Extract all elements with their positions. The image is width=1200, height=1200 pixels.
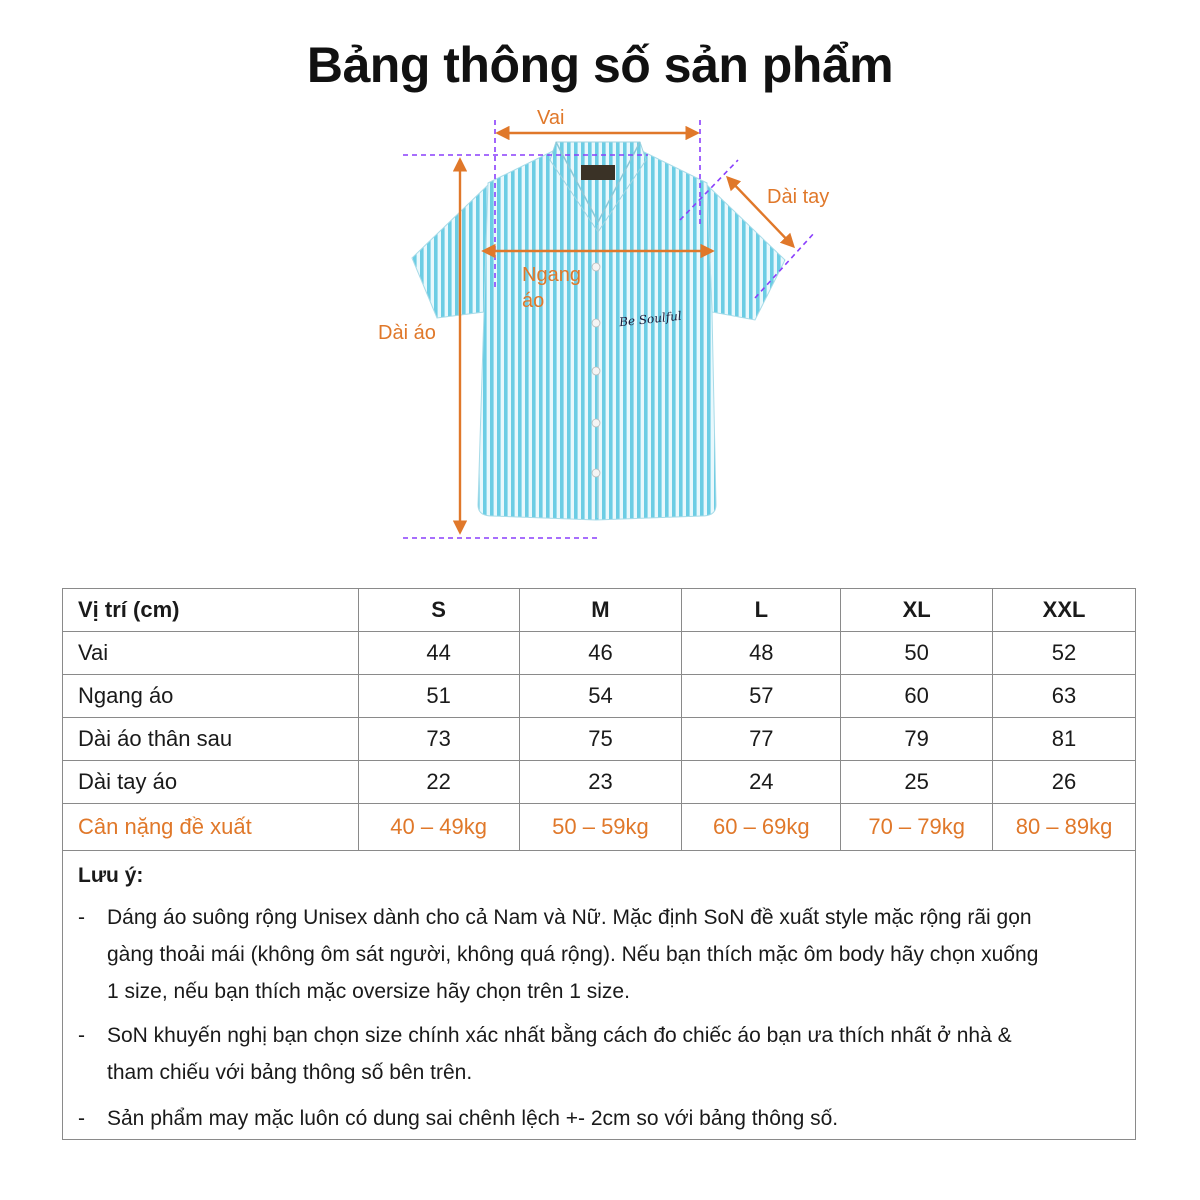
- table-cell: 23: [519, 761, 682, 804]
- page-title: Bảng thông số sản phẩm: [306, 37, 894, 93]
- weight-row-label: Cân nặng đề xuất: [63, 804, 359, 851]
- svg-text:.: .: [598, 208, 599, 209]
- label-length: Dài áo: [378, 322, 436, 344]
- table-cell: 50: [841, 632, 993, 675]
- table-cell: 52: [993, 632, 1136, 675]
- weight-cell: 80 – 89kg: [993, 804, 1136, 851]
- header-size-m: M: [519, 589, 682, 632]
- label-sleeve: Dài tay: [767, 186, 830, 208]
- table-cell: 46: [519, 632, 682, 675]
- header-size-l: L: [682, 589, 841, 632]
- header-size-xl: XL: [841, 589, 993, 632]
- table-header-row: [63, 589, 1136, 632]
- row-label: Dài tay áo: [63, 761, 359, 804]
- label-chest-2: áo: [522, 290, 545, 312]
- note-line: gàng thoải mái (không ôm sát người, không quá rộng). Nếu bạn thích mặc ôm body hãy chọn xuống: [107, 943, 1039, 966]
- label-shoulder: Vai: [537, 107, 565, 129]
- bullet-dash: -: [78, 1107, 85, 1130]
- table-cell: 22: [358, 761, 519, 804]
- weight-cell: 60 – 69kg: [682, 804, 841, 851]
- table-cell: 44: [358, 632, 519, 675]
- table-cell: 26: [993, 761, 1136, 804]
- note-line: 1 size, nếu bạn thích mặc oversize hãy chọn trên 1 size.: [107, 980, 630, 1003]
- note-item: [78, 1017, 1118, 1091]
- table-row: [63, 761, 1136, 804]
- weight-cell: 70 – 79kg: [841, 804, 993, 851]
- table-cell: 60: [841, 675, 993, 718]
- row-label: Dài áo thân sau: [63, 718, 359, 761]
- table-cell: 73: [358, 718, 519, 761]
- label-chest-1: Ngang: [522, 264, 581, 286]
- bullet-dash: -: [78, 906, 85, 929]
- bullet-dash: -: [78, 1024, 85, 1047]
- table-cell: 79: [841, 718, 993, 761]
- header-size-xxl: XXL: [993, 589, 1136, 632]
- note-line: Dáng áo suông rộng Unisex dành cho cả Nam và Nữ. Mặc định SoN đề xuất style mặc rộng rãi gọn: [107, 906, 1032, 929]
- row-label: Ngang áo: [63, 675, 359, 718]
- table-cell: 63: [993, 675, 1136, 718]
- note-item: [78, 1100, 1118, 1137]
- header-size-s: S: [358, 589, 519, 632]
- table-row: [63, 675, 1136, 718]
- note-line: SoN khuyến nghị bạn chọn size chính xác nhất bằng cách đo chiếc áo bạn ưa thích nhất ở nhà &: [107, 1024, 1012, 1047]
- header-position: Vị trí (cm): [63, 589, 359, 632]
- table-cell: 48: [682, 632, 841, 675]
- brand-print: Be Soulful: [618, 308, 683, 330]
- table-cell: 24: [682, 761, 841, 804]
- notes-title: Lưu ý:: [78, 864, 144, 887]
- table-cell: 57: [682, 675, 841, 718]
- notes-box: [62, 851, 1136, 1140]
- weight-cell: 40 – 49kg: [358, 804, 519, 851]
- note-item: [78, 899, 1118, 1010]
- note-line: tham chiếu với bảng thông số bên trên.: [107, 1061, 473, 1084]
- table-cell: 51: [358, 675, 519, 718]
- measurement-diagram: [0, 0, 1200, 560]
- weight-row: [63, 804, 1136, 851]
- table-cell: 81: [993, 718, 1136, 761]
- table-cell: 25: [841, 761, 993, 804]
- table-row: [63, 632, 1136, 675]
- note-line: Sản phẩm may mặc luôn có dung sai chênh lệch +- 2cm so với bảng thông số.: [107, 1107, 839, 1130]
- weight-cell: 50 – 59kg: [519, 804, 682, 851]
- row-label: Vai: [63, 632, 359, 675]
- table-cell: 77: [682, 718, 841, 761]
- table-cell: 54: [519, 675, 682, 718]
- table-cell: 75: [519, 718, 682, 761]
- table-row: [63, 718, 1136, 761]
- size-table: [62, 588, 1136, 851]
- measurement-lines: [0, 0, 1200, 560]
